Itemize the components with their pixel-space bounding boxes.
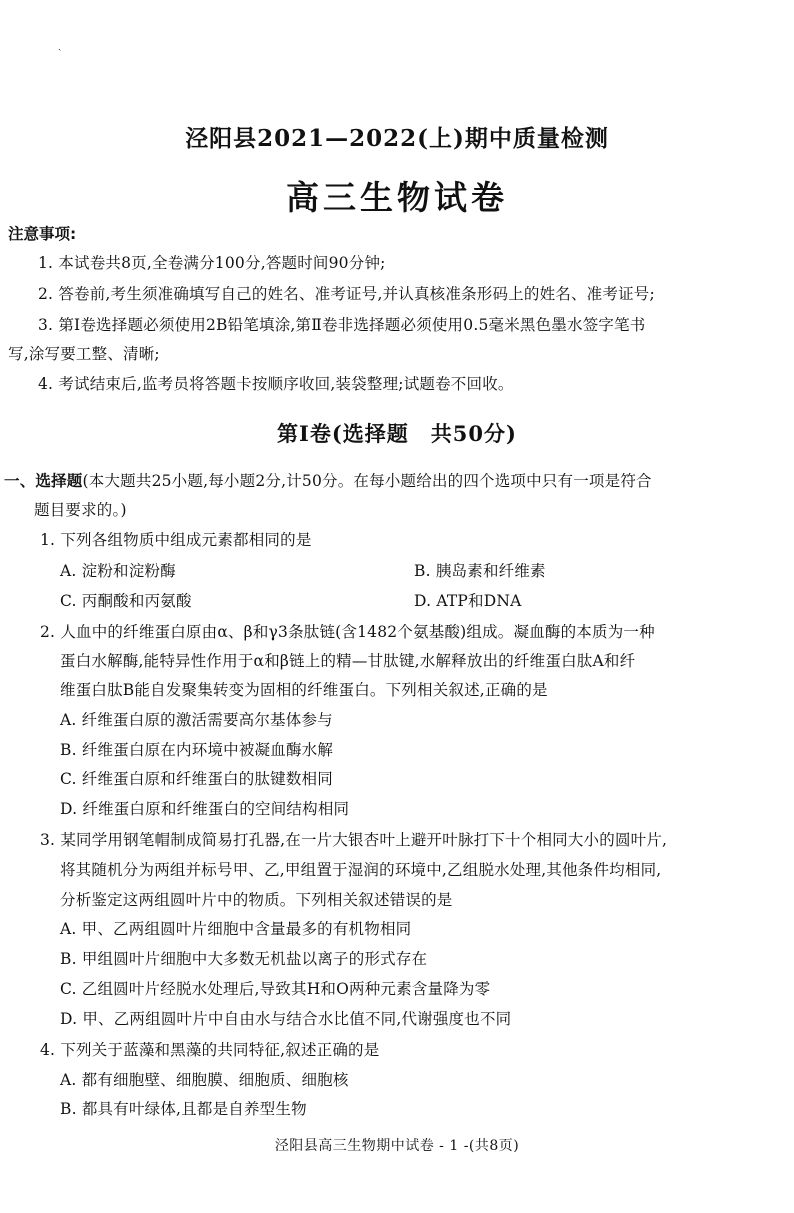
question-2-stem: 维蛋白肽B能自发聚集转变为固相的纤维蛋白。下列相关叙述,正确的是 [60, 681, 548, 699]
notice-item: 1. 本试卷共8页,全卷满分100分,答题时间90分钟; [38, 254, 386, 272]
question-3-option-a: A. 甲、乙两组圆叶片细胞中含量最多的有机物相同 [60, 920, 412, 938]
question-1-option-b: B. 胰岛素和纤维素 [414, 562, 546, 580]
question-3-option-d: D. 甲、乙两组圆叶片中自由水与结合水比值不同,代谢强度也不同 [60, 1010, 512, 1028]
question-2-stem: 2. 人血中的纤维蛋白原由α、β和γ3条肽链(含1482个氨基酸)组成。凝血酶的本质为一种 [40, 623, 655, 641]
question-1-option-a: A. 淀粉和淀粉酶 [60, 562, 176, 580]
notice-item: 2. 答卷前,考生须准确填写自己的姓名、准考证号,并认真核准条形码上的姓名、准考证号; [38, 285, 655, 303]
part-description: (本大题共25小题,每小题2分,计50分。在每小题给出的四个选项中只有一项是符合 [82, 472, 652, 490]
question-4-stem: 4. 下列关于蓝藻和黑藻的共同特征,叙述正确的是 [40, 1041, 380, 1059]
question-2-option-a: A. 纤维蛋白原的激活需要高尔基体参与 [60, 711, 333, 729]
notice-item: 3. 第Ⅰ卷选择题必须使用2B铅笔填涂,第Ⅱ卷非选择题必须使用0.5毫米黑色墨水签字笔书 [38, 316, 646, 334]
question-4-option-a: A. 都有细胞壁、细胞膜、细胞质、细胞核 [60, 1071, 349, 1089]
question-1-option-c: C. 丙酮酸和丙氨酸 [60, 592, 192, 610]
question-1-option-d: D. ATP和DNA [414, 592, 522, 610]
question-2-stem: 蛋白水解酶,能特异性作用于α和β链上的精—甘肽键,水解释放出的纤维蛋白肽A和纤 [60, 652, 636, 670]
question-3-option-c: C. 乙组圆叶片经脱水处理后,导致其H和O两种元素含量降为零 [60, 980, 491, 998]
question-3-stem: 3. 某同学用钢笔帽制成简易打孔器,在一片大银杏叶上避开叶脉打下十个相同大小的圆叶片, [40, 831, 668, 849]
notice-item: 4. 考试结束后,监考员将答题卡按顺序收回,装袋整理;试题卷不回收。 [38, 375, 514, 393]
notice-item: 写,涂写要工整、清晰; [8, 345, 160, 363]
exam-title: 泾阳县2021—2022(上)期中质量检测 [185, 125, 609, 152]
question-2-option-c: C. 纤维蛋白原和纤维蛋白的肽键数相同 [60, 770, 333, 788]
question-3-stem: 分析鉴定这两组圆叶片中的物质。下列相关叙述错误的是 [60, 891, 453, 909]
part-label: 一、选择题 [4, 471, 83, 490]
question-4-option-b: B. 都具有叶绿体,且都是自养型生物 [60, 1100, 307, 1118]
question-3-stem: 将其随机分为两组并标号甲、乙,甲组置于湿润的环境中,乙组脱水处理,其他条件均相同, [60, 861, 662, 879]
part-description-cont: 题目要求的。) [34, 501, 127, 519]
question-3-option-b: B. 甲组圆叶片细胞中大多数无机盐以离子的形式存在 [60, 950, 428, 968]
page-footer: 泾阳县高三生物期中试卷 - 1 -(共8页) [274, 1138, 520, 1154]
part-instructions [4, 470, 652, 492]
notice-heading: 注意事项: [8, 225, 77, 243]
question-2-option-b: B. 纤维蛋白原在内环境中被凝血酶水解 [60, 741, 334, 759]
scan-speck: ˏ [58, 40, 62, 51]
section-heading: 第Ⅰ卷(选择题 共50分) [277, 421, 517, 446]
exam-subject-title: 高三生物试卷 [286, 178, 508, 217]
question-1-stem: 1. 下列各组物质中组成元素都相同的是 [40, 531, 312, 549]
question-2-option-d: D. 纤维蛋白原和纤维蛋白的空间结构相同 [60, 800, 350, 818]
